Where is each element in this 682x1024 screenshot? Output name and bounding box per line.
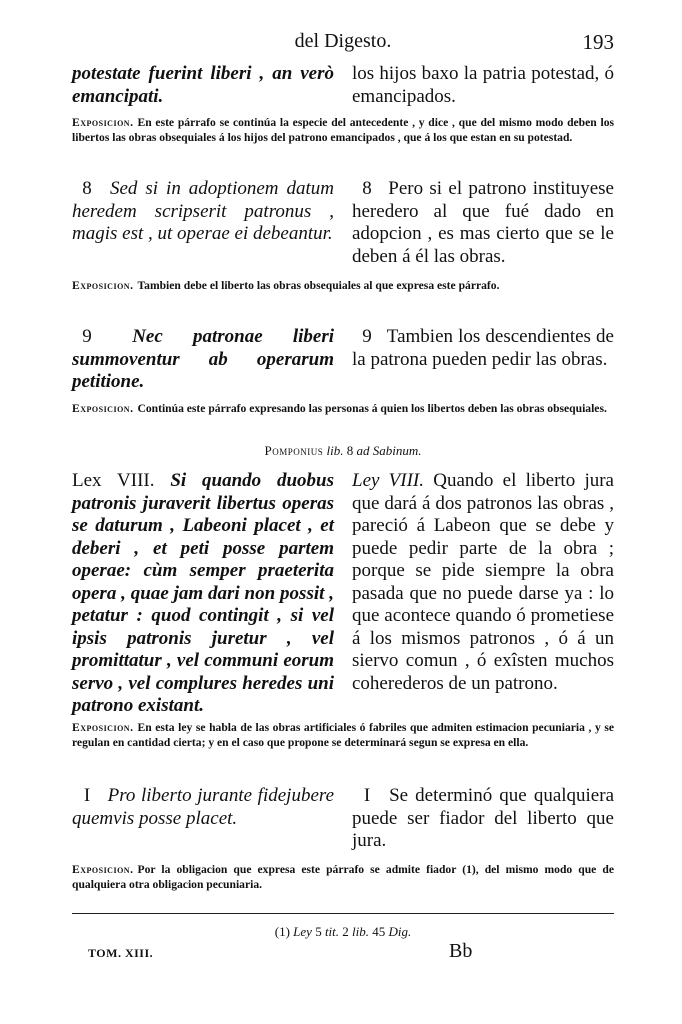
- latin-body: Si quando duobus patronis juraverit libertus operas se daturum , Labeoni placet , et deberi , et peti posse partem operae: cùm semper praeterita opera , quae jam dari non possit , petatur : quod contingit , si vel ipsis patronis juretur , vel promittatur , vel communi eorum servo , vel complures heredes uni patrono existant.: [72, 470, 334, 716]
- latin-body: Pro liberto jurante fidejubere quemvis posse placet.: [72, 785, 335, 829]
- exposicion-text: Tambien debe el liberto las obras obsequiales al que expresa este párrafo.: [137, 279, 500, 292]
- exposicion-text: En esta ley se habla de las obras artificiales ó fabriles que admiten estimacion pecuniaria , y se regulan en cantidad cierta; y en el caso que propone se determinará segun se expresa en ella.: [72, 721, 614, 749]
- section-number: 9: [362, 326, 372, 347]
- lex-8: [72, 470, 614, 718]
- exposicion-label: Exposicion.: [72, 402, 134, 415]
- spanish-body: Tambien los descendientes de la patrona pueden pedir las obras.: [352, 326, 614, 370]
- latin-text: [72, 326, 334, 394]
- paragraph-continuation: [72, 63, 614, 108]
- page-number: 193: [582, 30, 614, 54]
- footnote: [72, 924, 614, 940]
- lex-heading: Lex VIII.: [72, 470, 155, 491]
- spanish-text: [352, 178, 614, 268]
- spanish-body: Se determinó que qualquiera puede ser fiador del liberto que jura.: [352, 785, 614, 851]
- exposicion-5: [72, 862, 614, 892]
- latin-text: [72, 178, 334, 268]
- section-number: 8: [362, 178, 372, 199]
- latin-text: [72, 470, 334, 718]
- running-title: del Digesto.: [294, 30, 392, 52]
- exposicion-3: [72, 401, 614, 416]
- footnote-num2: 2: [342, 924, 349, 939]
- spanish-text: [352, 470, 614, 718]
- spanish-body: Pero si el patrono instituyese heredero al que fué dado en adopcion , es mas cierto que se le deben á él las obras.: [352, 178, 614, 267]
- footnote-dig: Dig.: [388, 924, 412, 939]
- section-8: [72, 178, 614, 268]
- section-number: 9: [82, 326, 92, 347]
- spanish-text: los hijos baxo la patria potestad, ó emancipados.: [352, 63, 614, 107]
- volume-label: TOM. XIII.: [88, 946, 154, 960]
- footnote-num1: 5: [315, 924, 322, 939]
- exposicion-label: Exposicion.: [72, 863, 134, 876]
- latin-text: potestate fuerint liberi , an verò emancipati.: [72, 63, 334, 107]
- footnote-rule: [72, 913, 614, 914]
- source-reference: [72, 443, 614, 459]
- footnote-tit: tit.: [324, 924, 340, 939]
- spanish-text: [352, 785, 614, 853]
- source-lib: lib.: [326, 443, 344, 458]
- latin-body: Sed si in adoptionem datum heredem scripserit patronus , magis est , ut operae ei debeantur.: [72, 178, 334, 244]
- footnote-num3: 45: [372, 924, 386, 939]
- section-number: I: [83, 785, 91, 806]
- exposicion-text: Continúa este párrafo expresando las personas á quien los libertos deben las obras obsequiales.: [137, 402, 607, 415]
- ley-heading: Ley VIII.: [352, 470, 425, 491]
- exposicion-label: Exposicion.: [72, 279, 134, 292]
- source-book-number: 8: [346, 443, 354, 458]
- exposicion-text: En este párrafo se continúa la especie del antecedente , y dice , que del mismo modo deben los libertos las obras obsequiales á los hijos del patrono emancipados , que á los que estan en su potestad.: [72, 116, 614, 144]
- source-author: Pomponius: [264, 443, 324, 458]
- spanish-text: [352, 326, 614, 394]
- signature-mark: Bb: [449, 940, 473, 962]
- spanish-body: Quando el liberto jura que dará á dos patronos las obras , pareció á Labeon que se debe y puede pedir parte de la obra ; porque se pide siempre la obra pasada que no puede darse ya : lo que acontece quando ó prometiese á los mismos patronos , ó á un siervo comun , ó exîsten muchos coherederos de un patrono.: [352, 470, 614, 694]
- exposicion-label: Exposicion.: [72, 721, 134, 734]
- section-number: I: [363, 785, 371, 806]
- footnote-ley: Ley: [293, 924, 312, 939]
- section-1: [72, 785, 614, 853]
- exposicion-2: [72, 278, 614, 293]
- exposicion-1: [72, 115, 614, 145]
- exposicion-4: [72, 720, 614, 750]
- section-number: 8: [82, 178, 92, 199]
- footnote-mark: (1): [274, 924, 290, 939]
- source-work: ad Sabinum.: [356, 443, 422, 458]
- running-head: [72, 30, 614, 54]
- exposicion-label: Exposicion.: [72, 116, 134, 129]
- exposicion-text: Por la obligacion que expresa este párrafo se admite fiador (1), del mismo modo que de qualquiera otra obligacion pecuniaria.: [72, 863, 614, 891]
- latin-text: [72, 785, 334, 853]
- section-9: [72, 326, 614, 394]
- footnote-lib: lib.: [352, 924, 370, 939]
- latin-body: Nec patronae liberi summoventur ab operarum petitione.: [72, 326, 334, 392]
